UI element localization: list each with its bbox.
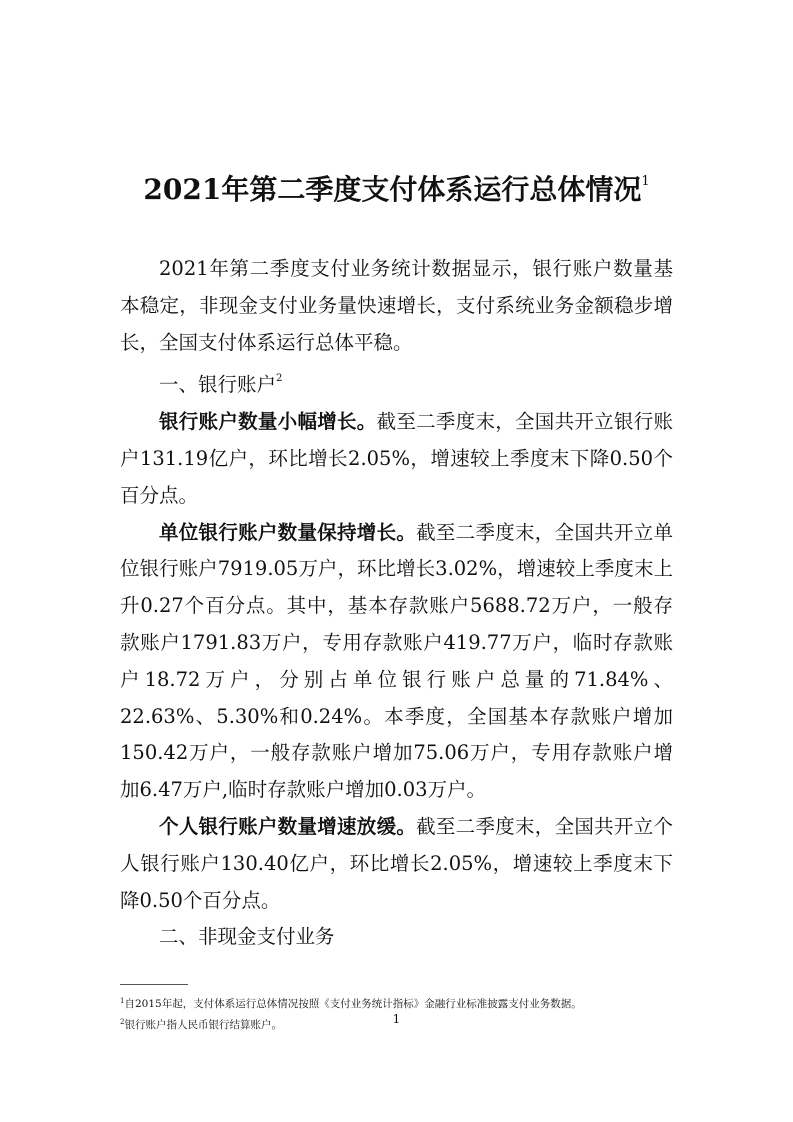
paragraph-text: 截至二季度末，全国共开立个人银行账户130.40亿户，环比增长2.05%，增速较上季度末下降0.50个百分点。: [120, 814, 673, 912]
page-number: 1: [392, 1012, 401, 1026]
paragraph-text: 截至二季度末，全国共开立银行账户131.19亿户，环比增长2.05%，增速较上季度末下降0.50个百分点。: [120, 410, 673, 507]
footnote-item: [120, 992, 680, 1013]
footnote-divider: [120, 984, 188, 985]
paragraph-lead: 单位银行账户数量保持增长。: [159, 520, 417, 544]
footnote-mark: 2: [120, 1018, 125, 1026]
section-heading-bank-accounts: [120, 361, 673, 404]
title-footnote-mark: 1: [641, 174, 650, 189]
section-heading-text: 一、银行账户: [159, 373, 277, 397]
section-footnote-mark: 2: [276, 373, 283, 385]
title-text: 2021年第二季度支付体系运行总体情况: [143, 173, 642, 206]
section-heading-non-cash-payments: 二、非现金支付业务: [159, 925, 335, 949]
paragraph-bank-accounts: [120, 404, 673, 514]
footnote-text: 银行账户指人民币银行结算账户。: [124, 1019, 282, 1031]
body-text: [120, 251, 673, 956]
page-title: [0, 168, 793, 208]
paragraph-text: 截至二季度末，全国共开立单位银行账户7919.05万户，环比增长3.02%，增速较上季度末上升0.27个百分点。其中，基本存款账户5688.72万户，一般存款账户1791.83万户，专用存款账户419.77万户，临时存款账户18.72万户，分别占单位银行账户总量的71.84%、22.63%、5.30%和0.24%。本季度，全国基本存款账户增加150.42万户，一般存款账户增加75.06万户，专用存款账户增加6.47万户,临时存款账户增加0.03万户。: [120, 520, 673, 802]
paragraph-lead: 个人银行账户数量增速放缓。: [159, 814, 417, 838]
paragraph-lead: 银行账户数量小幅增长。: [159, 410, 377, 434]
footnote-mark: 1: [120, 997, 125, 1005]
intro-paragraph: 2021年第二季度支付业务统计数据显示，银行账户数量基本稳定，非现金支付业务量快速增长，支付系统业务金额稳步增长，全国支付体系运行总体平稳。: [120, 257, 673, 354]
paragraph-unit-accounts: [120, 515, 673, 809]
footnote-text: 自2015年起，支付体系运行总体情况按照《支付业务统计指标》金融行业标准披露支付业务数据。: [124, 998, 582, 1010]
paragraph-personal-accounts: [120, 809, 673, 919]
